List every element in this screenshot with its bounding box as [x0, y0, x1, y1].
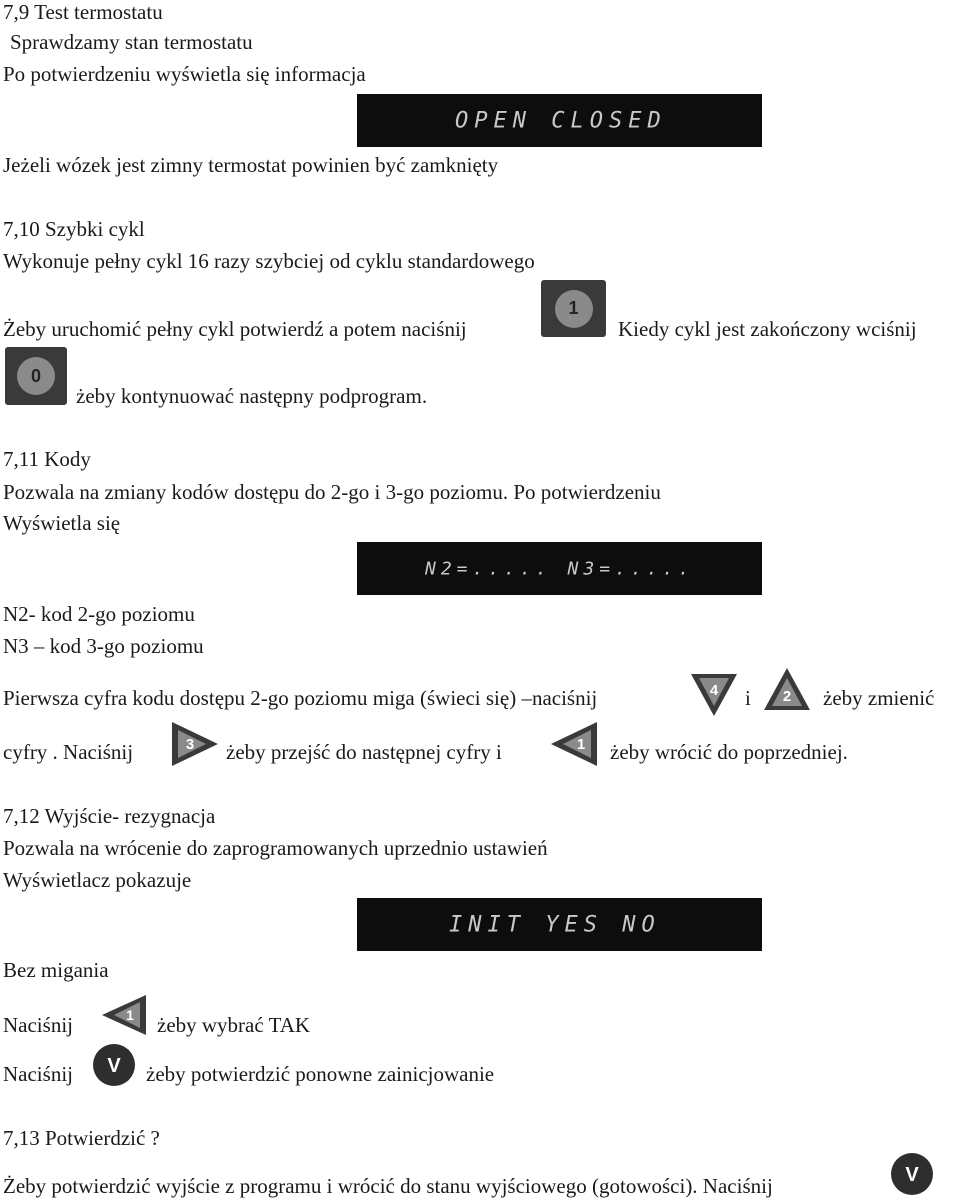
- text-line: Żeby potwierdzić wyjście z programu i wrócić do stanu wyjściowego (gotowości). Naciśnij: [3, 1174, 773, 1198]
- lcd-display-init: [357, 898, 762, 951]
- heading-7-12: 7,12 Wyjście- rezygnacja: [3, 804, 216, 828]
- key-label: 2: [782, 688, 792, 705]
- key-1-button-icon: [541, 280, 606, 337]
- text-line: Pierwsza cyfra kodu dostępu 2-go poziomu miga (świeci się) –naciśnij: [3, 686, 598, 710]
- text-line: Bez migania: [3, 958, 109, 982]
- key-label: 1: [576, 736, 586, 753]
- text-line: Kiedy cykl jest zakończony wciśnij: [618, 317, 917, 341]
- key-label: 1: [126, 1007, 134, 1023]
- text-line: Żeby uruchomić pełny cykl potwierdź a potem naciśnij: [3, 317, 467, 341]
- text-line: Jeżeli wózek jest zimny termostat powinien być zamknięty: [3, 153, 499, 177]
- text-line: Wykonuje pełny cykl 16 razy szybciej od cyklu standardowego: [3, 249, 535, 273]
- lcd-text: OPEN CLOSED: [455, 108, 667, 133]
- text-line: żeby kontynuować następny podprogram.: [76, 384, 428, 408]
- key-label: 0: [17, 357, 55, 395]
- text-line: żeby wybrać TAK: [157, 1013, 311, 1037]
- text-line: Wyświetla się: [3, 511, 121, 535]
- arrow-down-4-icon: [689, 670, 739, 718]
- lcd-display-thermostat: [357, 94, 762, 147]
- text-line: N3 – kod 3-go poziomu: [3, 634, 204, 658]
- lcd-text: INIT YES NO: [449, 912, 661, 937]
- text-line: Naciśnij: [3, 1062, 73, 1086]
- text-line: i: [745, 686, 751, 710]
- text-line: Sprawdzamy stan termostatu: [10, 30, 253, 54]
- key-label: V: [107, 1055, 121, 1077]
- text-line: Wyświetlacz pokazuje: [3, 868, 192, 892]
- arrow-right-3-icon: [168, 720, 220, 768]
- key-0-button-icon: [5, 347, 67, 405]
- lcd-text: N2=..... N3=.....: [425, 558, 695, 579]
- text-line: Pozwala na zmiany kodów dostępu do 2-go i 3-go poziomu. Po potwierdzeniu: [3, 480, 661, 504]
- confirm-v-icon: [92, 1043, 136, 1087]
- text-line: Po potwierdzeniu wyświetla się informacja: [3, 62, 366, 86]
- text-line: Pozwala na wrócenie do zaprogramowanych uprzednio ustawień: [3, 836, 548, 860]
- arrow-left-1-icon: [549, 720, 601, 768]
- text-line: żeby potwierdzić ponowne zainicjowanie: [146, 1062, 495, 1086]
- text-line: Naciśnij: [3, 1013, 73, 1037]
- key-label: 4: [709, 682, 719, 699]
- key-label: 3: [185, 736, 195, 753]
- text-line: cyfry . Naciśnij: [3, 740, 134, 764]
- heading-7-9: 7,9 Test termostatu: [3, 0, 163, 24]
- text-line: żeby przejść do następnej cyfry i: [226, 740, 502, 764]
- lcd-display-codes: [357, 542, 762, 595]
- text-line: żeby zmienić: [823, 686, 935, 710]
- heading-7-13: 7,13 Potwierdzić ?: [3, 1126, 160, 1150]
- arrow-left-1-icon: [100, 993, 148, 1037]
- text-line: żeby wrócić do poprzedniej.: [610, 740, 848, 764]
- key-label: 1: [555, 290, 593, 328]
- heading-7-10: 7,10 Szybki cykl: [3, 217, 145, 241]
- key-label: V: [905, 1164, 919, 1186]
- heading-7-11: 7,11 Kody: [3, 447, 91, 471]
- arrow-up-2-icon: [762, 666, 812, 714]
- text-line: N2- kod 2-go poziomu: [3, 602, 195, 626]
- confirm-v-icon: [890, 1152, 934, 1196]
